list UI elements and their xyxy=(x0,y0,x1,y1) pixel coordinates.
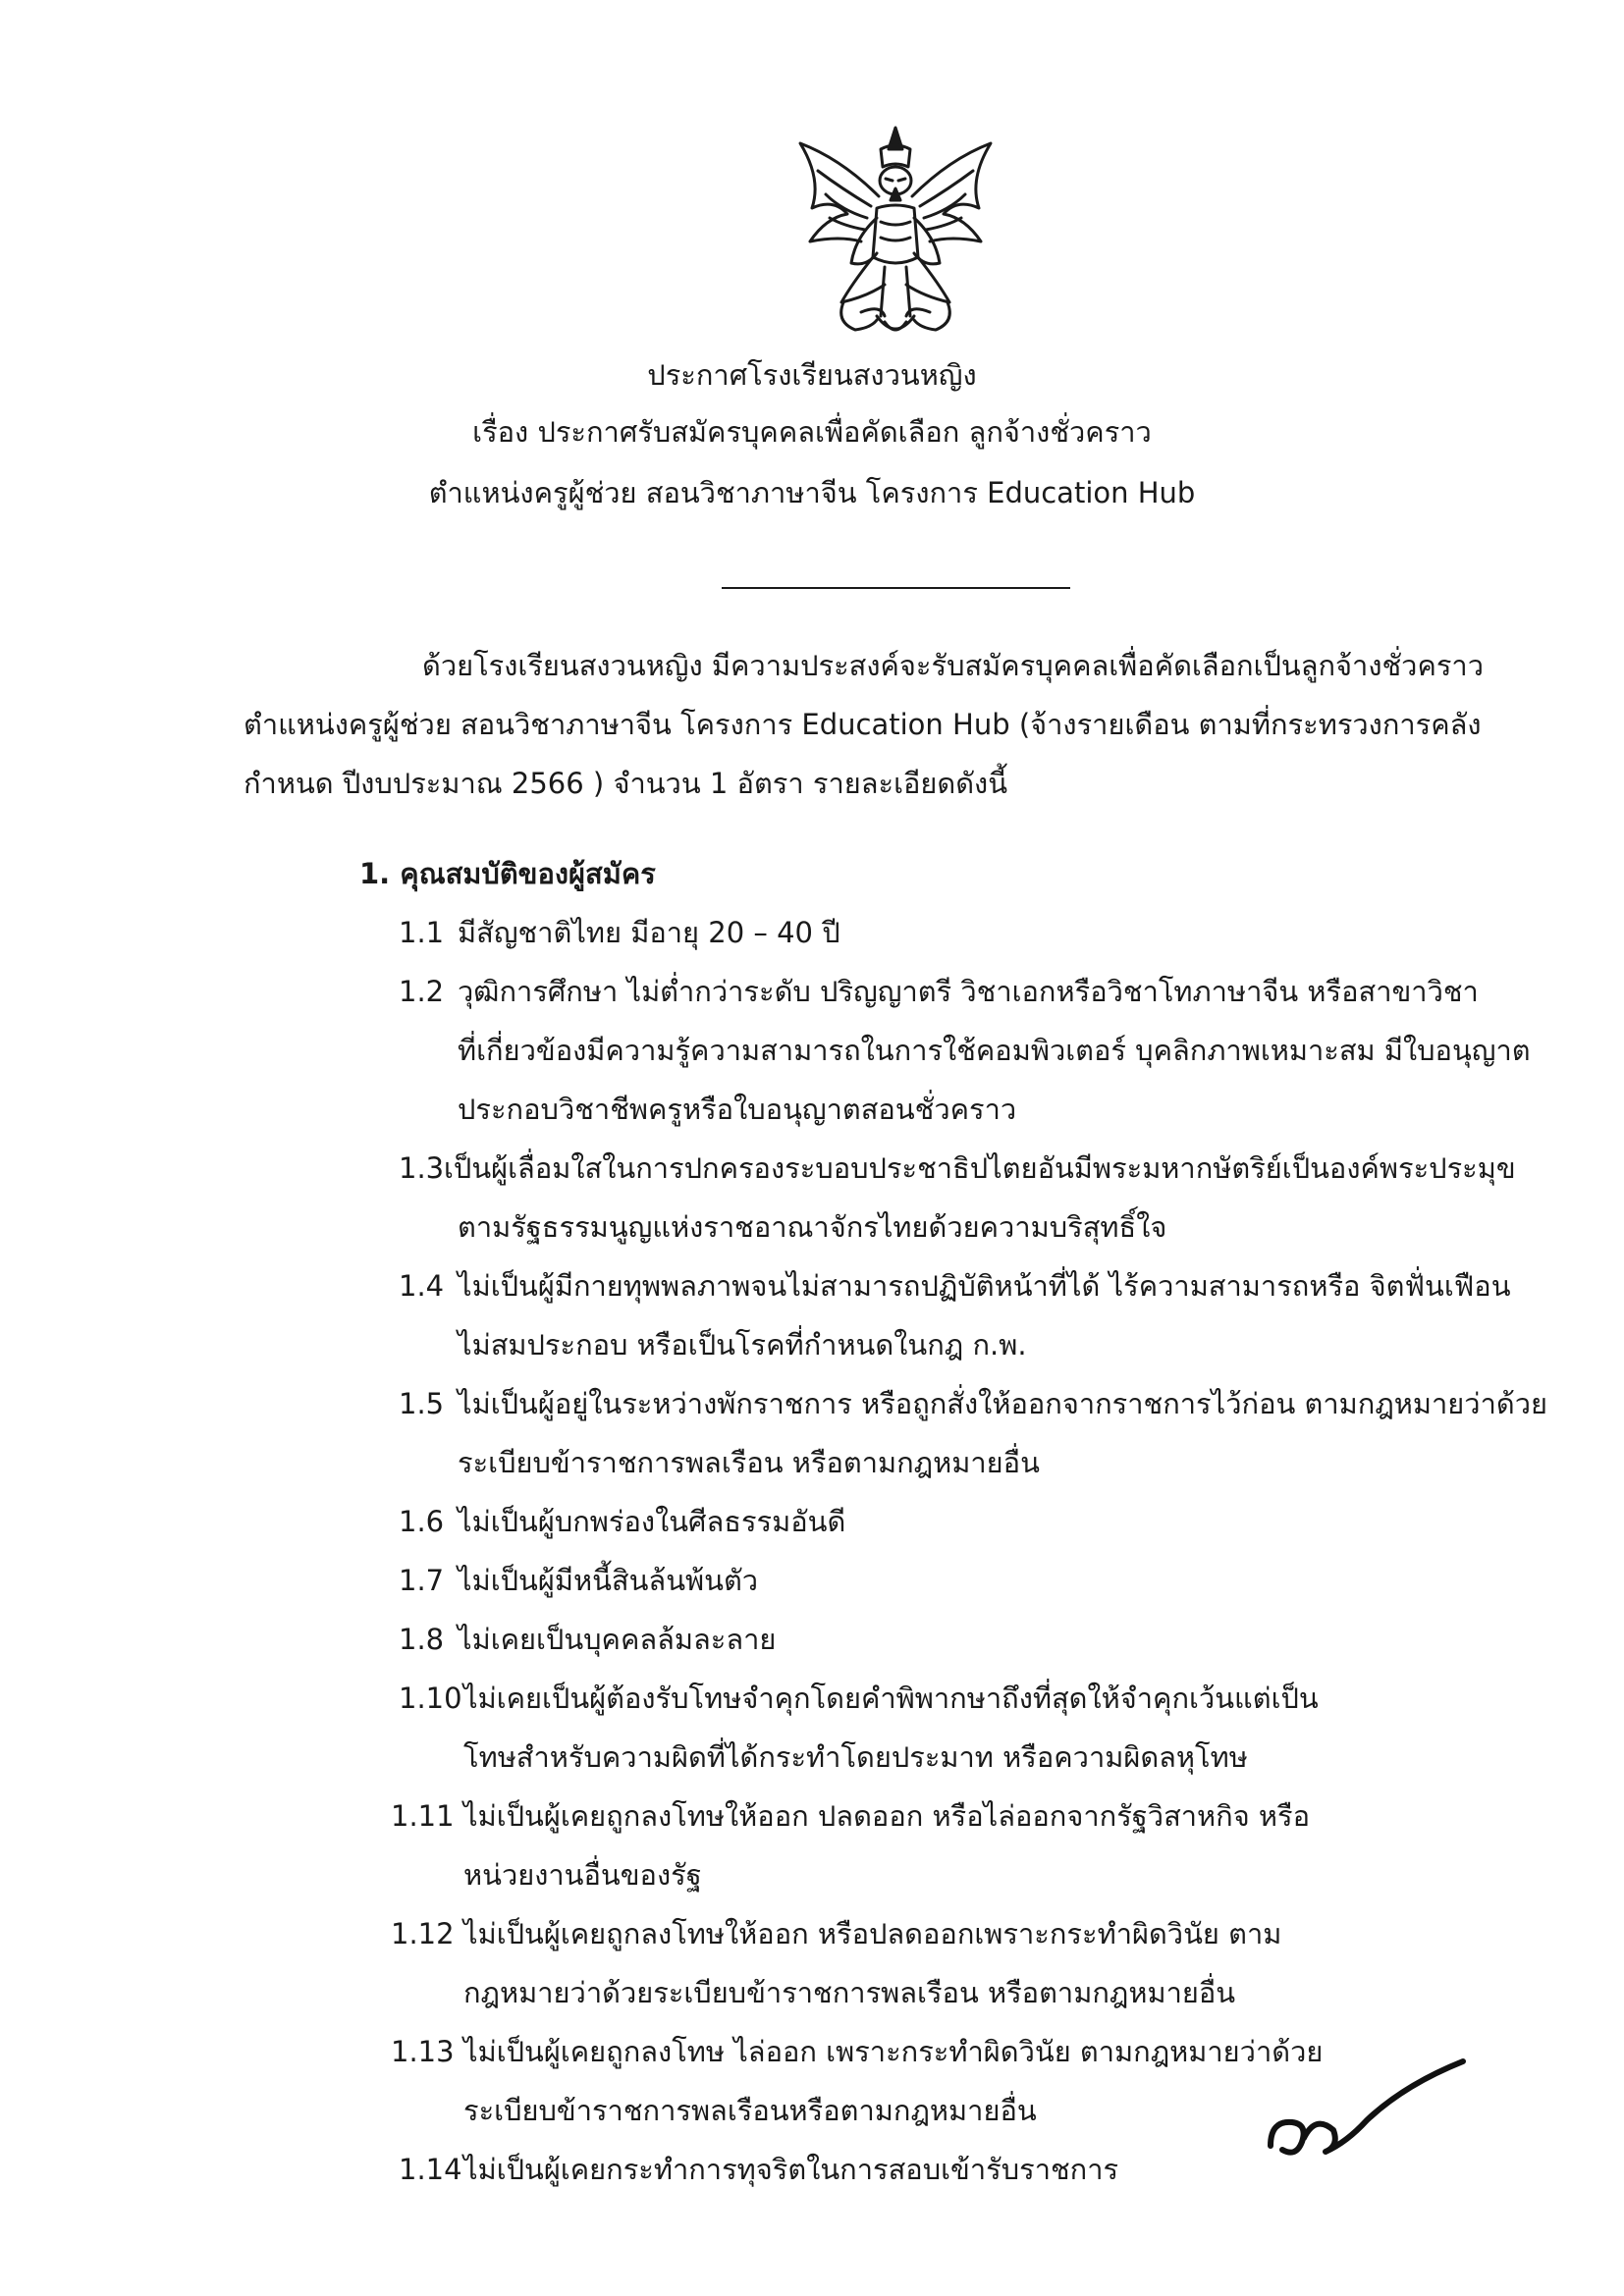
item-text: ระเบียบข้าราชการพลเรือน หรือตามกฎหมายอื่น xyxy=(458,1446,1040,1479)
item-number: 1.2 xyxy=(399,975,445,1008)
item-text: เป็นผู้เลื่อมใสในการปกครองระบอบประชาธิปไตยอันมีพระมหากษัตริย์เป็นองค์พระประมุข xyxy=(444,1151,1516,1185)
item-number: 1.14 xyxy=(399,2153,462,2186)
announcement-subject: เรื่อง ประกาศรับสมัครบุคคลเพื่อคัดเลือก ลูกจ้างชั่วคราว xyxy=(472,415,1152,449)
item-number: 1.5 xyxy=(399,1387,445,1420)
intro-line-3: กำหนด ปีงบประมาณ 2566 ) จำนวน 1 อัตรา รายละเอียดดังนี้ xyxy=(244,767,1008,800)
item-number: 1.12 xyxy=(391,1917,455,1950)
announcement-title: ประกาศโรงเรียนสงวนหญิง xyxy=(647,358,977,392)
item-number: 1.13 xyxy=(391,2035,455,2068)
item-number: 1.8 xyxy=(399,1623,445,1656)
item-text: ไม่เป็นผู้เคยถูกลงโทษให้ออก ปลดออก หรือไล่ออกจากรัฐวิสาหกิจ หรือ xyxy=(463,1799,1311,1833)
item-text: ไม่เป็นผู้อยู่ในระหว่างพักราชการ หรือถูกสั่งให้ออกจากราชการไว้ก่อน ตามกฎหมายว่าด้วย xyxy=(458,1387,1547,1420)
item-text: ไม่เป็นผู้เคยกระทำการทุจริตในการสอบเข้ารับราชการ xyxy=(463,2153,1119,2186)
intro-line-1: ด้วยโรงเรียนสงวนหญิง มีความประสงค์จะรับสมัครบุคคลเพื่อคัดเลือกเป็นลูกจ้างชั่วคราว xyxy=(422,649,1485,682)
item-text: ไม่เป็นผู้มีหนี้สินล้นพ้นตัว xyxy=(458,1564,759,1597)
item-text: ไม่เป็นผู้บกพร่องในศีลธรรมอันดี xyxy=(458,1505,846,1538)
item-text: ไม่เป็นผู้เคยถูกลงโทษ ไล่ออก เพราะกระทำผิดวินัย ตามกฎหมายว่าด้วย xyxy=(463,2035,1324,2068)
intro-line-2: ตำแหน่งครูผู้ช่วย สอนวิชาภาษาจีน โครงการ Education Hub (จ้างรายเดือน ตามที่กระทรวงการคลัง xyxy=(244,708,1482,741)
item-text: โทษสำหรับความผิดที่ได้กระทำโดยประมาท หรือความผิดลหุโทษ xyxy=(463,1740,1248,1774)
item-text: หน่วยงานอื่นของรัฐ xyxy=(463,1858,702,1892)
garuda-emblem-icon xyxy=(783,120,1008,347)
item-number: 1.4 xyxy=(399,1269,445,1303)
handwritten-signature-icon xyxy=(1257,2052,1483,2179)
item-text: ที่เกี่ยวข้องมีความรู้ความสามารถในการใช้คอมพิวเตอร์ บุคลิกภาพเหมาะสม มีใบอนุญาต xyxy=(458,1034,1531,1067)
section-heading: 1. คุณสมบัติของผู้สมัคร xyxy=(359,857,656,890)
item-text: ไม่เคยเป็นบุคคลล้มละลาย xyxy=(458,1623,777,1656)
item-number: 1.11 xyxy=(391,1799,455,1833)
item-text: ไม่เป็นผู้เคยถูกลงโทษให้ออก หรือปลดออกเพราะกระทำผิดวินัย ตาม xyxy=(463,1917,1282,1950)
item-text: มีสัญชาติไทย มีอายุ 20 – 40 ปี xyxy=(458,916,840,949)
item-text: ไม่เคยเป็นผู้ต้องรับโทษจำคุกโดยคำพิพากษาถึงที่สุดให้จำคุกเว้นแต่เป็น xyxy=(463,1682,1319,1715)
item-text: ไม่เป็นผู้มีกายทุพพลภาพจนไม่สามารถปฏิบัติหน้าที่ได้ ไร้ความสามารถหรือ จิตฟั่นเฟือน xyxy=(458,1269,1511,1303)
item-number: 1.1 xyxy=(399,916,445,949)
item-number: 1.3 xyxy=(399,1151,445,1185)
item-text: ตามรัฐธรรมนูญแห่งราชอาณาจักรไทยด้วยความบริสุทธิ์ใจ xyxy=(458,1210,1167,1244)
item-text: วุฒิการศึกษา ไม่ต่ำกว่าระดับ ปริญญาตรี วิชาเอกหรือวิชาโทภาษาจีน หรือสาขาวิชา xyxy=(458,975,1479,1008)
item-number: 1.10 xyxy=(399,1682,462,1715)
item-text: ไม่สมประกอบ หรือเป็นโรคที่กำหนดในกฎ ก.พ. xyxy=(458,1328,1027,1362)
item-text: ระเบียบข้าราชการพลเรือนหรือตามกฎหมายอื่น xyxy=(463,2094,1037,2127)
title-divider xyxy=(722,587,1070,589)
item-text: กฎหมายว่าด้วยระเบียบข้าราชการพลเรือน หรือตามกฎหมายอื่น xyxy=(463,1976,1236,2009)
announcement-position: ตำแหน่งครูผู้ช่วย สอนวิชาภาษาจีน โครงการ Education Hub xyxy=(428,476,1196,509)
item-number: 1.7 xyxy=(399,1564,445,1597)
item-number: 1.6 xyxy=(399,1505,445,1538)
item-text: ประกอบวิชาชีพครูหรือใบอนุญาตสอนชั่วคราว xyxy=(458,1093,1017,1126)
